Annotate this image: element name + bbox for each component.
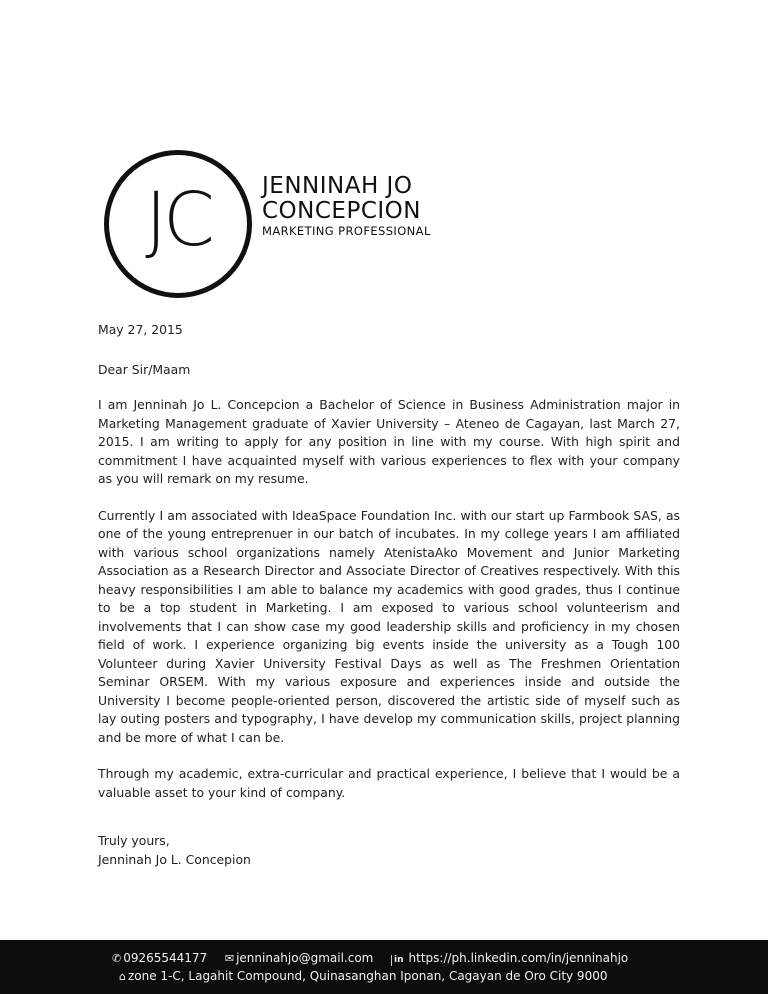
- email-link[interactable]: jenninahjo@gmail.com: [236, 951, 374, 965]
- letter-body: [98, 321, 680, 869]
- paragraph-intro: I am Jenninah Jo L. Concepcion a Bachelor of Science in Business Administration major in Marketing Management graduate of Xavier University – Ateneo de Cagayan, last March 27, 2015. I am writing to apply for any position in line with my course. With high spirit and commitment I have acquainted myself with various experiences to flex with your company as you will remark on my resume.: [98, 397, 680, 486]
- address-text: zone 1-C, Lagahit Compound, Quinasanghan Iponan, Cagayan de Oro City 9000: [127, 969, 608, 983]
- letter-greeting: Dear Sir/Maam: [98, 361, 191, 377]
- contact-footer: [0, 940, 768, 994]
- name-last: CONCEPCION: [262, 198, 421, 224]
- letter-closing: Truly yours,: [98, 833, 170, 848]
- home-icon: ⌂: [119, 970, 126, 983]
- phone-icon: ✆: [112, 952, 122, 965]
- paragraph-experience: Currently I am associated with IdeaSpace Foundation Inc. with our start up Farmbook SAS, as one of the young entreprenuer in our batch of incubates. In my college years I am affiliated with various school organizations namely AtenistaAko Movement and Junior Marketing Association as a Research Director and Associate Director of Creatives respectively. With this heavy responsibilities I am able to balance my academics with good grades, thus I continue to be a top student in Marketing. I am exposed to various school volunteerism and involvements that I can show case my good leadership skills and proficiency in my chosen field of work. I experience organizing big events inside the university as a Tough 100 Volunteer during Xavier University Festival Days as well as The Freshmen Orientation Seminar ORSEM. With my various exposure and experiences inside and outside the University I become people-oriented person, discovered the artistic side of myself such as lay outing posters and typography, I have develop my communication skills, project planning and be more of what I can be.: [98, 507, 680, 745]
- letter-date: May 27, 2015: [98, 322, 183, 337]
- letter-signature: Jenninah Jo L. Concepion: [98, 851, 251, 867]
- paragraph-conclusion: Through my academic, extra-curricular and practical experience, I believe that I would be a valuable asset to your kind of company.: [98, 766, 680, 800]
- footer-address: [119, 969, 607, 983]
- footer-contacts: [112, 951, 628, 966]
- job-title: MARKETING PROFESSIONAL: [262, 224, 431, 238]
- logo-monogram: JC: [145, 177, 211, 263]
- linkedin-link[interactable]: https://ph.linkedin.com/in/jenninahjo: [408, 951, 629, 965]
- name-first: JENNINAH JO: [262, 173, 413, 199]
- phone-number[interactable]: 09265544177: [123, 951, 208, 965]
- name-block: [262, 174, 431, 238]
- linkedin-icon: in: [391, 955, 406, 966]
- envelope-icon: ✉: [224, 952, 235, 965]
